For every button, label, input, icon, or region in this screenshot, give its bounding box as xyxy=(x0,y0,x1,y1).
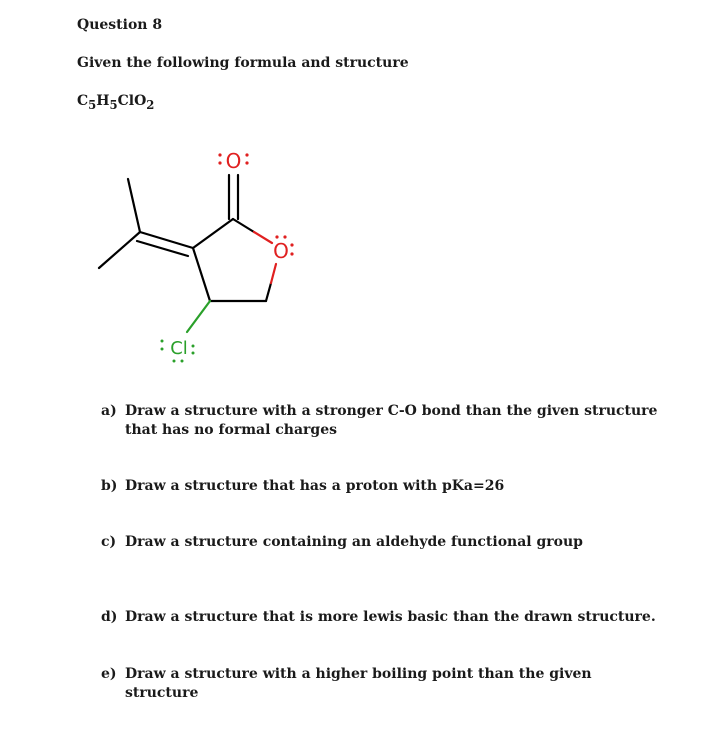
part-letter: a) xyxy=(101,403,117,419)
carbonyl-oxygen-label: O xyxy=(225,149,242,173)
part-text: Draw a structure containing an aldehyde functional group xyxy=(125,534,583,550)
question-part-e xyxy=(101,665,661,703)
bond-ring-c3-c2 xyxy=(193,219,233,248)
bond-exocyclic-double-a xyxy=(140,232,193,248)
question-part-c xyxy=(101,533,661,552)
part-text: Draw a structure with a higher boiling point than the given structure xyxy=(125,666,592,701)
bond-ring-c3-c4 xyxy=(193,248,210,301)
part-text: Draw a structure that is more lewis basic than the drawn structure. xyxy=(125,609,656,625)
question-part-a xyxy=(101,402,661,440)
part-letter: b) xyxy=(101,478,118,494)
bond-c5-o-black xyxy=(266,283,271,301)
bond-c5-o-red xyxy=(271,264,276,283)
bond-c2-o-black xyxy=(233,219,254,232)
question-part-b xyxy=(101,477,661,496)
question-title: Question 8 xyxy=(77,17,163,33)
formula-o-subscript: 2 xyxy=(146,97,155,112)
part-text: Draw a structure that has a proton with pKa=26 xyxy=(125,478,505,494)
formula-h-subscript: 5 xyxy=(109,97,118,112)
question-intro: Given the following formula and structure xyxy=(77,55,409,71)
chlorine-label: Cl xyxy=(170,338,188,359)
part-letter: d) xyxy=(101,609,118,625)
question-part-d xyxy=(101,608,661,627)
formula-h: H xyxy=(96,93,110,109)
ring-oxygen-label: O xyxy=(273,239,289,263)
bond-c2-o-red xyxy=(254,232,272,243)
part-text: Draw a structure with a stronger C-O bond than the given structure that has no formal charges xyxy=(125,403,658,438)
formula-clo: ClO xyxy=(117,93,147,109)
part-letter: e) xyxy=(101,666,117,682)
formula-c: C xyxy=(77,93,89,109)
formula-c-subscript: 5 xyxy=(88,97,97,112)
bond-c-cl xyxy=(187,301,210,332)
part-letter: c) xyxy=(101,534,117,550)
bond-methyl-top xyxy=(128,179,140,232)
bond-methyl-left xyxy=(99,232,140,268)
